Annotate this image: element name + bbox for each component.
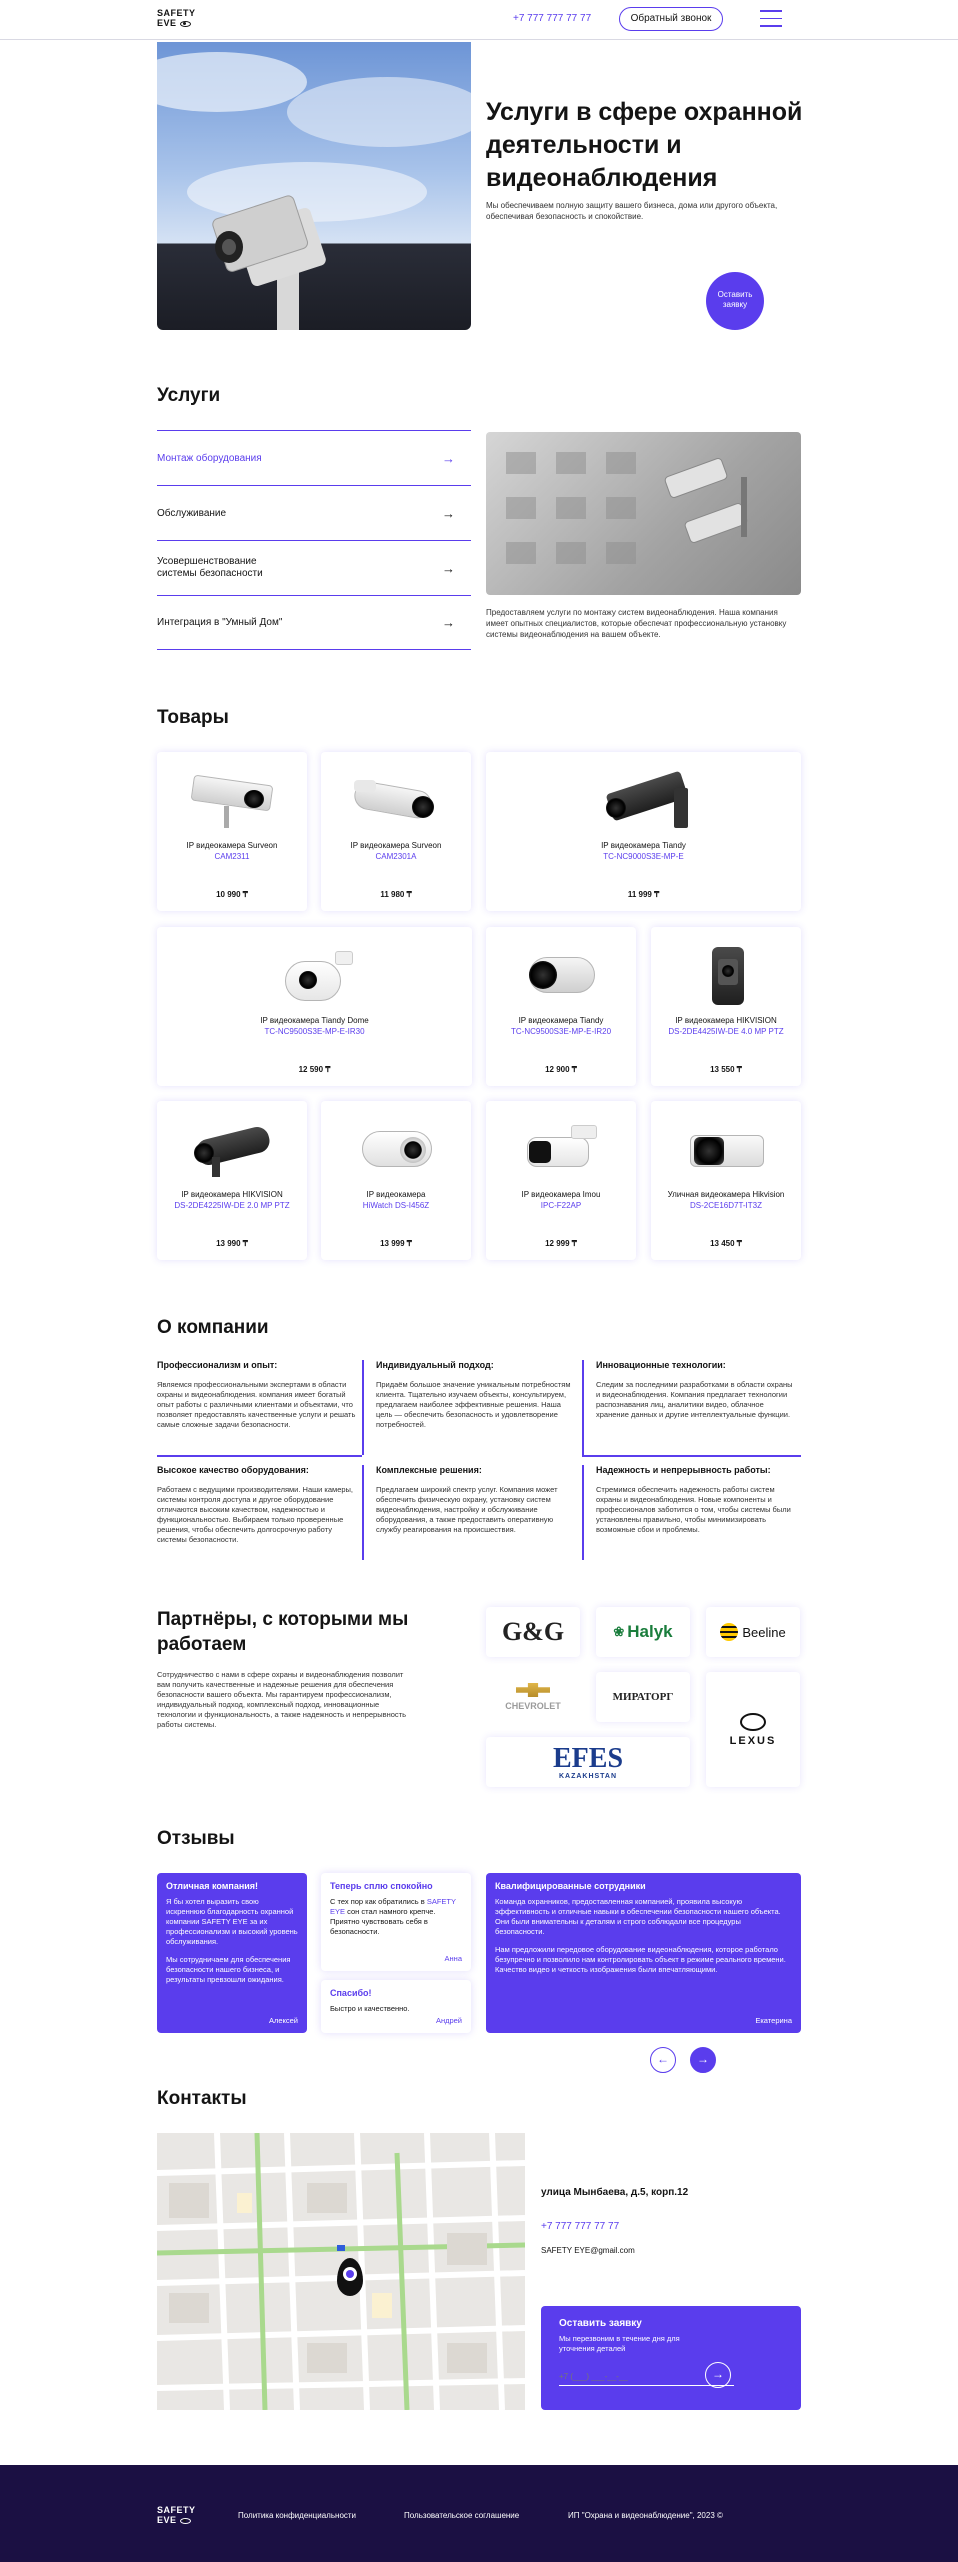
product-card[interactable]: [157, 927, 472, 1086]
divider: [582, 1360, 584, 1455]
camera-image: [182, 768, 282, 830]
product-price: 12 590 ₸: [298, 1065, 331, 1074]
product-name: IP видеокамера Tiandy: [518, 1016, 604, 1025]
about-item: [157, 1465, 359, 1545]
review-text: Команда охранников, предоставленная компанией, проявила высокую эффективность и отличные навыки в обеспечении безопасности нашего объекта. Они были внимательны к деталям и строго соблюдали все процедуры безопасности.: [495, 1897, 781, 1936]
services-list: [157, 430, 471, 650]
review-author: Андрей: [435, 2016, 462, 2025]
halyk-icon: ❀: [613, 1624, 625, 1639]
service-label: Интеграция в "Умный Дом": [157, 617, 283, 628]
service-item-smart-home[interactable]: [157, 595, 471, 650]
camera-image: [346, 768, 446, 830]
product-name: IP видеокамера HIKVISION: [675, 1016, 777, 1025]
product-model[interactable]: DS-2DE4425IW-DE 4.0 MP PTZ: [668, 1027, 784, 1036]
product-card[interactable]: [321, 752, 471, 911]
about-item: [596, 1465, 798, 1535]
product-name: IP видеокамера HIKVISION: [181, 1190, 283, 1199]
partner-logo-efes: EFES KAZAKHSTAN: [486, 1737, 690, 1787]
product-model[interactable]: DS-2DE4225IW-DE 2.0 MP PTZ: [174, 1201, 290, 1210]
hero-request-button[interactable]: Оставить заявку: [706, 272, 764, 330]
lexus-icon: [740, 1713, 766, 1731]
review-author: Анна: [444, 1954, 462, 1963]
review-author: Екатерина: [755, 2016, 792, 2025]
about-item: [376, 1465, 578, 1535]
product-model[interactable]: IPC-F22AP: [540, 1201, 582, 1210]
camera-image: [594, 768, 694, 830]
divider: [362, 1360, 364, 1455]
service-description: Предоставляем услуги по монтажу систем видеонаблюдения. Наша компания имеет опытных специалистов, которые обеспечат профессиональную установку системы видеонаблюдения на вашем объекте.: [486, 608, 787, 639]
about-heading: Профессионализм и опыт:: [157, 1360, 278, 1370]
product-model[interactable]: CAM2301A: [375, 852, 417, 861]
service-item-upgrade[interactable]: [157, 540, 471, 595]
partner-logo-gg: G&G: [486, 1607, 580, 1657]
camera-image: [182, 1117, 282, 1179]
logo-line1: SAFETY: [157, 8, 196, 18]
hero-image: [157, 42, 471, 330]
review-heading: Теперь сплю спокойно: [330, 1881, 433, 1891]
camera-image: [511, 943, 611, 1005]
product-price: 13 999 ₸: [380, 1239, 412, 1248]
review-card: [486, 1873, 801, 2033]
product-model[interactable]: CAM2311: [214, 852, 250, 861]
review-heading: Отличная компания!: [166, 1881, 259, 1891]
contacts-title: Контакты: [157, 2088, 247, 2109]
about-item: [596, 1360, 798, 1420]
product-name: IP видеокамера Tiandy Dome: [260, 1016, 369, 1025]
about-heading: Надежность и непрерывность работы:: [596, 1465, 771, 1475]
map-pin-icon: [337, 2258, 363, 2296]
beeline-icon: [720, 1623, 738, 1641]
menu-icon[interactable]: [760, 10, 782, 28]
about-heading: Высокое качество оборудования:: [157, 1465, 309, 1475]
arrow-right-icon: →: [442, 505, 455, 521]
product-price: 11 999 ₸: [627, 890, 660, 899]
site-header: [0, 0, 958, 40]
camera-image: [265, 943, 365, 1005]
product-name: IP видеокамера Imou: [521, 1190, 601, 1199]
product-model[interactable]: HiWatch DS-I456Z: [362, 1201, 430, 1210]
review-text: Я бы хотел выразить свою искреннюю благодарность охранной компании SAFETY EYE за их профессионализм и высокий уровень обслуживания.: [166, 1897, 298, 1946]
hero-title: Услуги в сфере охранной деятельности и видеонаблюдения: [486, 98, 803, 192]
product-card[interactable]: [157, 1101, 307, 1260]
eye-icon: [180, 21, 191, 27]
review-text: Мы сотрудничаем для обеспечения безопасности нашего бизнеса, и результаты превзошли ожидания.: [166, 1955, 291, 1984]
product-card[interactable]: [321, 1101, 471, 1260]
product-card[interactable]: [486, 1101, 636, 1260]
service-label: Обслуживание: [157, 507, 227, 519]
reviews-next-button[interactable]: →: [690, 2047, 716, 2073]
product-name: Уличная видеокамера Hikvision: [667, 1190, 785, 1199]
about-heading: Комплексные решения:: [376, 1465, 482, 1475]
product-name: IP видеокамера Surveon: [350, 841, 442, 850]
partner-logo-beeline: Beeline: [706, 1607, 800, 1657]
about-item: [157, 1360, 359, 1430]
partner-logo-halyk: ❀ Halyk: [596, 1607, 690, 1657]
copyright: ИП "Охрана и видеонаблюдение", 2023 ©: [568, 2511, 723, 2520]
review-text: Нам предложили передовое оборудование видеонаблюдения, которое работало безупречно и позволило нам контролировать объект в режиме реального времени. Качество видео и четкость изображения были впечатляющими.: [495, 1945, 786, 1974]
product-name: IP видеокамера: [366, 1190, 426, 1199]
product-card[interactable]: [651, 1101, 801, 1260]
arrow-right-icon: →: [442, 450, 455, 466]
chevrolet-bowtie-icon: [516, 1683, 550, 1697]
about-text: Предлагаем широкий спектр услуг. Компания может обеспечить физическую охрану, установку систем видеонаблюдения, настройку и обслуживание оборудования, а также предоставить оперативную службу реагирования на происшествия.: [376, 1485, 558, 1534]
about-text: Работаем с ведущими производителями. Наши камеры, системы контроля доступа и другое оборудование отличаются высоким качеством, надежностью и функциональностью. Выбираем только проверенные решения, чтобы обеспечить долгосрочную работу системы безопасности.: [157, 1485, 354, 1544]
products-title: Товары: [157, 707, 229, 728]
reviews-title: Отзывы: [157, 1828, 235, 1849]
eye-icon: [180, 2518, 191, 2524]
product-price: 13 990 ₸: [216, 1239, 248, 1248]
product-price: 12 999 ₸: [545, 1239, 577, 1248]
divider: [362, 1465, 364, 1560]
product-price: 13 450 ₸: [710, 1239, 742, 1248]
product-card[interactable]: [486, 752, 801, 911]
camera-image: [511, 1117, 611, 1179]
product-card[interactable]: [157, 752, 307, 911]
hero-subtitle: Мы обеспечиваем полную защиту вашего бизнеса, дома или другого объекта, обеспечивая безопасность и спокойствие.: [486, 201, 778, 221]
callback-button[interactable]: Обратный звонок: [619, 7, 723, 31]
about-title: О компании: [157, 1317, 269, 1338]
review-heading: Квалифицированные сотрудники: [495, 1881, 646, 1891]
service-label: Монтаж оборудования: [157, 452, 262, 464]
about-item: [376, 1360, 578, 1430]
service-item-maintenance[interactable]: [157, 485, 471, 540]
about-text: Являемся профессиональными экспертами в области охраны и видеонаблюдения. компания имеет богатый опыт работы с различными клиентами и объектами, что позволяет предоставлять качественные услуги и решать самые сложные задачи безопасности.: [157, 1380, 356, 1429]
partner-logo-lexus: LEXUS: [706, 1672, 800, 1787]
partners-text: Сотрудничество с нами в сфере охраны и видеонаблюдения позволит вам получить качественные и надежные решения для обеспечения безопасности вашего объекта. Мы гарантируем профессионализм, индивидуальный подход, комплексный подход, инновационные технологии и функциональность, а также надежность и непрерывность работы системы.: [157, 1670, 406, 1729]
product-price: 10 990 ₸: [216, 890, 248, 899]
about-text: Следим за последними разработками в области охраны и видеонаблюдения. Компания предлагает технологии распознавания лиц, аналитики видео, облачное хранение данных и другие интеллектуальные функции.: [596, 1380, 793, 1419]
review-text: Быстро и качественно.: [330, 2004, 410, 2013]
camera-image: [346, 1117, 446, 1179]
about-text: Стремимся обеспечить надежность работы систем охраны и видеонаблюдения. Новые компоненты и профессионалов заботится о том, чтобы системы были установлены правильно, чтобы минимизировать возможные сбои и проблемы.: [596, 1485, 791, 1534]
map[interactable]: [157, 2133, 525, 2410]
site-footer: [0, 2465, 958, 2562]
review-text: С тех пор как обратились в SAFETY EYE сон стал намного крепче. Приятно чувствовать себя в безопасности.: [330, 1897, 456, 1936]
product-price: 11 980 ₸: [380, 890, 412, 899]
product-name: IP видеокамера Tiandy: [601, 841, 686, 850]
privacy-link[interactable]: Политика конфиденциальности: [238, 2511, 357, 2520]
header-phone-link[interactable]: +7 777 777 77 77: [513, 13, 592, 24]
about-text: Придаём большое значение уникальным потребностям клиента. Тщательно изучаем объекты, консультируем, предлагаем наиболее эффективные решения. Наша цель — обеспечить безопасность и удовлетворение потребностей.: [376, 1380, 571, 1429]
review-card: [157, 1873, 307, 2033]
partner-logo-miratorg: МИРАТОРГ: [596, 1672, 690, 1722]
product-card[interactable]: [486, 927, 636, 1086]
product-model[interactable]: TC-NC9000S3E-MP-E: [603, 852, 684, 861]
form-subtitle: Мы перезвоним в течение дня для уточнения деталей: [559, 2334, 680, 2353]
agreement-link[interactable]: Пользовательское соглашение: [404, 2511, 520, 2520]
arrow-right-icon: →: [442, 560, 455, 576]
product-name: IP видеокамера Surveon: [186, 841, 278, 850]
logo[interactable]: [157, 8, 196, 28]
divider: [582, 1455, 801, 1457]
services-title: Услуги: [157, 385, 221, 406]
divider: [582, 1465, 584, 1560]
service-label: Усовершенствование системы безопасности: [157, 556, 263, 579]
product-price: 12 900 ₸: [545, 1065, 577, 1074]
contact-address: улица Мынбаева, д.5, корп.12: [541, 2187, 689, 2198]
form-submit-button[interactable]: →: [705, 2362, 731, 2388]
camera-image: [676, 1117, 776, 1179]
about-heading: Инновационные технологии:: [596, 1360, 726, 1370]
review-author: Алексей: [268, 2016, 298, 2025]
contact-phone-link[interactable]: +7 777 777 77 77: [541, 2221, 620, 2232]
logo-line2: EVE: [157, 18, 177, 28]
footer-logo[interactable]: SAFETY EVE: [157, 2505, 196, 2525]
about-heading: Индивидуальный подход:: [376, 1360, 494, 1370]
review-card: [321, 1980, 471, 2033]
arrow-right-icon: →: [442, 615, 455, 630]
partner-logo-chevrolet: CHEVROLET: [486, 1672, 580, 1722]
product-card[interactable]: [651, 927, 801, 1086]
form-title: Оставить заявку: [559, 2318, 642, 2329]
camera-image: [676, 943, 776, 1005]
product-model[interactable]: TC-NC9500S3E-MP-E-IR20: [510, 1027, 612, 1036]
product-model[interactable]: DS-2CE16D7T-IT3Z: [689, 1201, 763, 1210]
reviews-prev-button[interactable]: ←: [650, 2047, 676, 2073]
contact-email-link[interactable]: SAFETY EYE@gmail.com: [541, 2246, 635, 2255]
service-item-installation[interactable]: [157, 430, 471, 485]
partners-title: Партнёры, с которыми мы работаем: [157, 1609, 409, 1655]
divider: [157, 1455, 362, 1457]
request-form: [541, 2306, 801, 2410]
review-heading: Спасибо!: [330, 1988, 372, 1998]
product-price: 13 550 ₸: [710, 1065, 742, 1074]
review-card: [321, 1873, 471, 1971]
service-image: [486, 432, 801, 595]
product-model[interactable]: TC-NC9500S3E-MP-E-IR30: [264, 1027, 365, 1036]
